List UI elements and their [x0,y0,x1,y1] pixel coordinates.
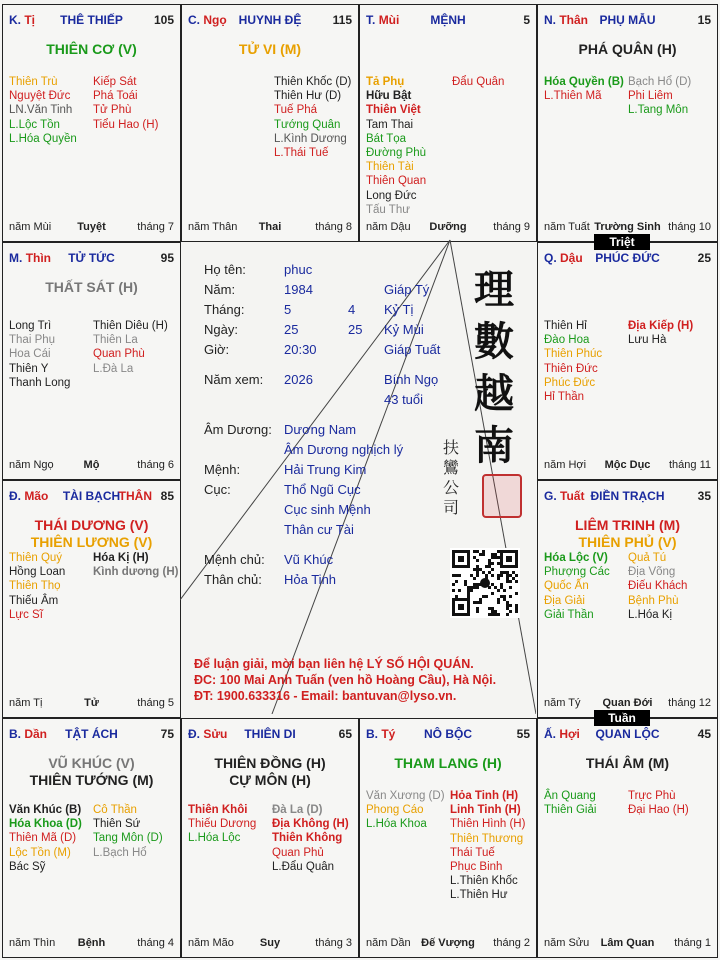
minor-star: Hóa Kị (H) [93,552,149,564]
minor-star: Tướng Quân [274,118,341,131]
palace-month: tháng 3 [315,937,352,949]
palace-age: 75 [160,727,174,741]
minor-star: L.Hóa Quyền [9,132,77,145]
minor-star: Thái Tuế [450,846,495,859]
main-star: THIÊN CƠ (V) [46,41,137,57]
main-star: TỬ VI (M) [238,41,302,57]
palace-year: năm Sửu [544,937,590,949]
palace-chi: Mão [24,489,49,503]
minor-star: Tuế Phá [274,104,318,117]
minor-star: Lực Sĩ [9,608,43,621]
birth-year: 1984 [284,282,313,297]
palace-age: 55 [516,727,530,741]
minor-star: Đẩu Quân [452,76,505,88]
palace-month: tháng 7 [137,221,174,233]
than-marker: THÂN [118,489,152,503]
year-label: Năm: [204,282,236,297]
small-char-2: 鸞 [442,458,459,477]
trang-sinh: Bệnh [77,937,106,949]
palace-can: T. [366,13,376,27]
trang-sinh: Tử [84,697,99,709]
palace-t-mui[interactable] [359,4,537,242]
minor-star: L.Hóa Khoa [366,818,427,831]
minor-star: L.Bạch Hổ [93,846,147,859]
palace-age: 65 [338,727,352,741]
minor-star: Bát Tọa [366,132,407,145]
minor-star: Thiên Hư (D) [274,90,342,103]
palace-age: 35 [697,489,711,503]
minor-star: Hoa Cái [9,348,51,361]
palace-month: tháng 1 [674,937,711,949]
cuc-2: Cục sinh Mệnh [284,502,371,517]
palace-chi: Hợi [559,727,580,741]
palace-c-ngo[interactable] [181,4,359,242]
trang-sinh: Dưỡng [429,221,467,233]
small-char-3: 公 [442,478,459,497]
palace-year: năm Dậu [366,221,411,233]
palace-year: năm Ngọ [9,459,54,471]
calligraphy-char-2: 數 [474,318,514,365]
palace-a-hoi[interactable] [537,718,718,958]
palace-month: tháng 2 [493,937,530,949]
day-can-chi: Kỷ Mùi [384,322,424,337]
palace-name: TẬT ÁCH [65,727,118,741]
minor-star: L.Hóa Kị [628,608,673,621]
palace-chi: Ngọ [203,13,227,27]
birth-month-solar: 5 [284,302,292,317]
minor-star: Điếu Khách [628,580,688,593]
palace-can: N. [544,13,556,27]
minor-star: Thiên Phúc [544,348,603,361]
trang-sinh: Tuyệt [77,221,106,233]
am-duong-label: Âm Dương: [204,422,272,437]
palace-age: 45 [697,727,711,741]
palace-chi: Dậu [560,251,583,265]
palace-can: B. [366,727,378,741]
contact-line-1: Để luận giải, mời bạn liên hệ LÝ SỐ HỘI QUÁN. [194,657,474,671]
palace-chi: Sửu [203,727,228,741]
main-star: VŨ KHÚC (V) [48,755,135,771]
trang-sinh: Đế Vượng [421,937,475,949]
palace-chi: Thân [559,13,589,27]
trang-sinh: Suy [259,937,281,949]
minor-star: Văn Khúc (B) [9,804,82,816]
triet-tag: Triệt [594,234,650,250]
minor-star: Nguyệt Đức [9,90,71,103]
main-star: THIÊN LƯƠNG (V) [30,534,153,550]
palace-month: tháng 4 [137,937,174,949]
view-year-label: Năm xem: [204,372,264,387]
minor-star: Tấu Thư [366,203,410,216]
minor-star: Thai Phụ [9,334,56,347]
minor-star: Tiểu Hao (H) [93,118,159,131]
minor-star: Lưu Hà [628,334,667,347]
minor-star: Thiên Đức [544,362,598,375]
minor-star: Thiên La [93,334,138,347]
minor-star: Địa Võng [628,566,676,579]
palace-month: tháng 9 [493,221,530,233]
main-star: PHÁ QUÂN (H) [578,41,677,57]
minor-star: Thiên Khốc (D) [274,76,352,88]
small-char-1: 扶 [442,438,459,457]
palace-age: 15 [697,13,711,27]
palace-n-than[interactable] [537,4,718,242]
minor-star: Đường Phù [366,146,426,159]
main-star: LIÊM TRINH (M) [575,517,680,533]
minor-star: Ân Quang [544,790,596,802]
minor-star: Quốc Ấn [544,580,589,593]
palace-can: Đ. [188,727,200,741]
palace-can: Q. [544,251,557,265]
birth-month-lunar: 4 [348,302,356,317]
palace-age: 85 [160,489,174,503]
palace-can: C. [188,13,200,27]
minor-star: Thiên Thọ [9,580,61,593]
minor-star: L.Đà La [93,362,134,375]
palace-year: năm Tý [544,697,581,709]
minor-star: Đà La (D) [272,804,323,816]
minor-star: Hồng Loan [9,566,66,579]
minor-star: Quả Tú [628,552,667,564]
palace-name: THÊ THIẾP [60,13,123,27]
minor-star: Thiên Quý [9,552,63,564]
minor-star: Hóa Quyền (B) [544,76,624,88]
minor-star: Địa Không (H) [272,818,349,831]
minor-star: L.Thiên Khốc [450,875,518,888]
minor-star: Trực Phù [628,790,676,802]
main-star: THÁI ÂM (M) [585,755,670,771]
birth-hour: 20:30 [284,342,317,357]
palace-name: MỆNH [430,13,466,27]
palace-name: HUYNH ĐỆ [238,13,302,27]
minor-star: Thiếu Dương [188,818,257,831]
minor-star: Phúc Đức [544,376,596,389]
palace-year: năm Hợi [544,459,587,471]
name-value: phuc [284,262,313,277]
menh-label: Mệnh: [204,462,241,477]
cuc-1: Thổ Ngũ Cục [284,482,361,497]
minor-star: Tam Thai [366,118,414,131]
birth-day-solar: 25 [284,322,299,337]
minor-star: Địa Giải [544,594,585,607]
palace-year: năm Mùi [9,221,52,233]
than-chu-value: Hỏa Tinh [284,572,337,587]
minor-star: Bạch Hổ (D) [628,76,692,88]
trang-sinh: Mộc Dục [604,459,651,471]
minor-star: Linh Tinh (H) [450,804,521,817]
trang-sinh: Mộ [83,459,100,471]
minor-star: Kình dương (H) [93,566,179,579]
main-star: THIÊN TƯỚNG (M) [29,772,154,788]
palace-can: Đ. [9,489,21,503]
palace-chi: Tuất [560,489,585,503]
minor-star: Thiên Việt [366,104,421,117]
trang-sinh: Quan Đới [602,697,653,709]
palace-month: tháng 12 [668,697,711,709]
minor-star: Văn Xương (D) [366,790,445,802]
palace-d-mao[interactable] [2,480,181,718]
minor-star: Thiên Diêu (H) [93,320,168,332]
current-age: 43 tuổi [384,392,424,407]
palace-age: 25 [697,251,711,265]
minor-star: Địa Kiếp (H) [628,320,694,332]
minor-star: Long Trì [9,320,52,332]
trang-sinh: Trường Sinh [594,221,661,233]
minor-star: Long Đức [366,189,417,202]
palace-can: B. [9,727,21,741]
palace-chi: Dần [24,727,48,741]
minor-star: Quan Phù [93,348,145,361]
am-duong-1: Dương Nam [284,422,357,437]
palace-month: tháng 11 [668,459,711,471]
name-label: Họ tên: [204,262,246,277]
small-char-4: 司 [442,498,459,517]
palace-year: năm Thân [188,221,238,233]
palace-month: tháng 10 [668,221,711,233]
minor-star: Tả Phụ [366,76,405,88]
minor-star: Đào Hoa [544,334,590,347]
minor-star: Phục Binh [450,860,503,873]
palace-name: TÀI BẠCH [62,489,121,503]
palace-name: PHÚC ĐỨC [595,251,660,265]
minor-star: L.Thiên Hư [450,889,508,902]
palace-name: TỬ TỨC [68,251,115,265]
palace-can: K. [9,13,21,27]
palace-chi: Tị [24,13,36,27]
palace-year: năm Dần [366,937,411,949]
palace-name: ĐIỀN TRẠCH [590,489,665,503]
minor-star: Thanh Long [9,376,71,389]
hour-can-chi: Giáp Tuất [384,342,441,357]
cuc-label: Cục: [204,482,231,497]
minor-star: Thiên Sứ [93,818,141,831]
minor-star: Hóa Khoa (D) [9,818,82,831]
minor-star: Thiên Quan [366,175,427,188]
minor-star: Thiếu Âm [9,594,59,607]
minor-star: Phi Liêm [628,90,673,103]
tuan-tag: Tuần [594,710,650,726]
palace-name: THIÊN DI [244,727,296,741]
palace-year: năm Mão [188,937,234,949]
palace-name: PHỤ MẪU [599,13,656,27]
cuc-3: Thân cư Tài [284,522,354,537]
minor-star: Đại Hao (H) [628,804,689,817]
view-can-chi: Bính Ngọ [384,372,439,387]
minor-star: L.Lộc Tồn [9,118,60,131]
palace-month: tháng 8 [315,221,352,233]
palace-can: Ấ. [544,727,556,741]
minor-star: Phong Cáo [366,804,424,817]
minor-star: Tang Môn (D) [93,832,163,845]
minor-star: L.Tang Môn [628,104,689,117]
minor-star: Hữu Bật [366,90,412,103]
month-can-chi: Kỷ Tị [384,302,414,317]
palace-year: năm Tị [9,697,43,709]
calligraphy-char-4: 南 [474,422,514,469]
minor-star: L.Thái Tuế [274,146,329,159]
calligraphy-char-1: 理 [474,266,514,313]
main-star: CỰ MÔN (H) [229,772,311,788]
day-label: Ngày: [204,322,238,337]
minor-star: Kiếp Sát [93,76,137,88]
palace-month: tháng 6 [137,459,174,471]
center-info-panel [180,238,536,714]
palace-chi: Tý [381,727,396,741]
minor-star: Thiên Không [272,832,343,845]
minor-star: L.Thiên Mã [544,90,602,103]
palace-age: 5 [523,13,530,27]
minor-star: Bệnh Phù [628,594,679,607]
main-star: THIÊN PHỦ (V) [578,534,677,550]
minor-star: LN.Văn Tinh [9,104,73,117]
minor-star: Bác Sỹ [9,860,46,873]
minor-star: Thiên Thương [450,832,524,845]
minor-star: Quan Phủ [272,846,324,859]
year-can-chi: Giáp Tý [384,282,430,297]
palace-name: NÔ BỘC [424,727,472,741]
main-star: THAM LANG (H) [394,755,502,771]
qr-code[interactable] [450,548,520,618]
menh-chu-value: Vũ Khúc [284,552,334,567]
main-star: THIÊN ĐỒNG (H) [214,755,326,771]
palace-chi: Mùi [378,13,400,27]
palace-name: QUAN LỘC [595,727,660,741]
palace-age: 115 [332,13,352,27]
minor-star: Thiên Hỉ [544,320,587,332]
palace-month: tháng 5 [137,697,174,709]
minor-star: L.Đẩu Quân [272,860,335,873]
calligraphy-char-3: 越 [474,370,514,417]
minor-star: Thiên Trù [9,76,58,88]
palace-k-ti[interactable] [2,4,181,242]
trang-sinh: Lâm Quan [600,937,655,949]
birth-day-lunar: 25 [348,322,363,337]
seal-stamp [482,474,522,518]
minor-star: Lộc Tồn (M) [9,846,71,859]
view-year: 2026 [284,372,313,387]
contact-address: ĐC: 100 Mai Anh Tuấn (ven hồ Hoàng Cầu), Hà Nội. [194,673,497,687]
than-chu-label: Thân chủ: [204,572,262,587]
month-label: Tháng: [204,302,245,317]
minor-star: Thiên Giải [544,804,597,817]
minor-star: Thiên Khôi [188,804,248,816]
palace-year: năm Tuất [544,221,590,233]
minor-star: Giải Thần [544,608,594,621]
palace-b-dan[interactable] [2,718,181,958]
menh-chu-label: Mệnh chủ: [204,552,265,567]
menh-value: Hải Trung Kim [284,462,367,477]
palace-year: năm Thìn [9,937,56,949]
palace-age: 95 [160,251,174,265]
palace-q-dau[interactable] [537,242,718,480]
minor-star: Thiên Tài [366,161,414,174]
minor-star: Thiên Hình (H) [450,818,526,831]
palace-age: 105 [153,13,174,27]
palace-d-suu[interactable] [181,718,359,958]
palace-m-thin[interactable] [2,242,181,480]
main-star: THẤT SÁT (H) [45,279,138,295]
minor-star: Tử Phù [93,104,132,117]
hour-label: Giờ: [204,342,230,357]
minor-star: Hóa Lộc (V) [544,552,608,564]
contact-phone-email[interactable]: ĐT: 1900.633316 - Email: bantuvan@lyso.vn. [194,689,457,703]
palace-can: M. [9,251,23,265]
minor-star: Phượng Các [544,566,610,579]
am-duong-2: Âm Dương nghịch lý [284,442,404,457]
minor-star: L.Kình Dương [274,132,347,145]
palace-chi: Thìn [25,251,52,265]
minor-star: Hỏa Tinh (H) [450,790,519,802]
main-star: THÁI DƯƠNG (V) [34,517,149,533]
minor-star: Thiên Y [9,362,49,375]
minor-star: Thiên Mã (D) [9,832,77,845]
palace-b-ty[interactable] [359,718,537,958]
trang-sinh: Thai [258,221,282,233]
minor-star: Phá Toái [93,90,138,103]
minor-star: Hỉ Thần [544,390,585,403]
palace-can: G. [544,489,557,503]
minor-star: Cô Thần [93,804,137,816]
palace-g-tuat[interactable] [537,480,718,718]
minor-star: L.Hóa Lộc [188,832,241,845]
